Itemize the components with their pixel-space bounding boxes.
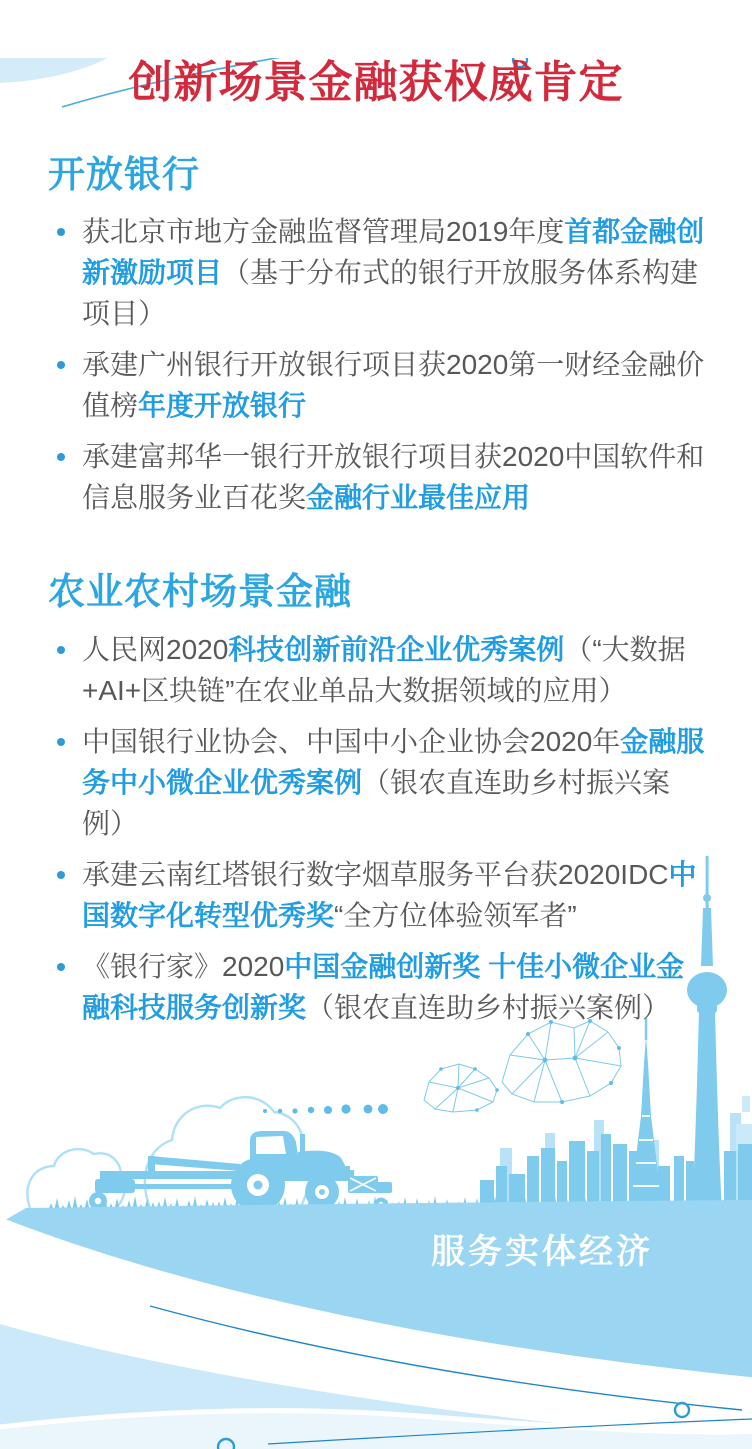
- section-header-agriculture: 农业农村场景金融: [48, 571, 352, 613]
- award-bullet: 承建云南红塔银行数字烟草服务平台获2020IDC中国数字化转型优秀奖“全方位体验领军者”: [48, 854, 708, 936]
- poly-cloud-icon: [424, 1019, 621, 1112]
- section-header-open-banking: 开放银行: [48, 153, 200, 195]
- award-bullet: 人民网2020科技创新前沿企业优秀案例（“大数据+AI+区块链”在农业单品大数据领域的应用）: [48, 629, 708, 711]
- award-bullet: 《银行家》2020中国金融创新奖 十佳小微企业金融科技服务创新奖（银农直连助乡村振兴案例）: [48, 946, 708, 1028]
- award-bullet: 获北京市地方金融监督管理局2019年度首都金融创新激励项目（基于分布式的银行开放服务体系构建项目）: [48, 211, 708, 334]
- footer-slogan: 服务实体经济: [431, 1233, 653, 1271]
- award-bullet: 中国银行业协会、中国中小企业协会2020年金融服务中小微企业优秀案例（银农直连助乡村振兴案例）: [48, 721, 708, 844]
- page-title: 创新场景金融获权威肯定: [128, 58, 624, 107]
- poster-content: [0, 58, 752, 1028]
- lattice-tower-icon: [627, 1018, 665, 1230]
- award-bullet: 承建富邦华一银行开放银行项目获2020中国软件和信息服务业百花奖金融行业最佳应用: [48, 436, 708, 518]
- award-list-agriculture: [48, 629, 708, 1028]
- award-list-open-banking: [48, 211, 708, 518]
- award-bullet: 承建广州银行开放银行项目获2020第一财经金融价值榜年度开放银行: [48, 344, 708, 426]
